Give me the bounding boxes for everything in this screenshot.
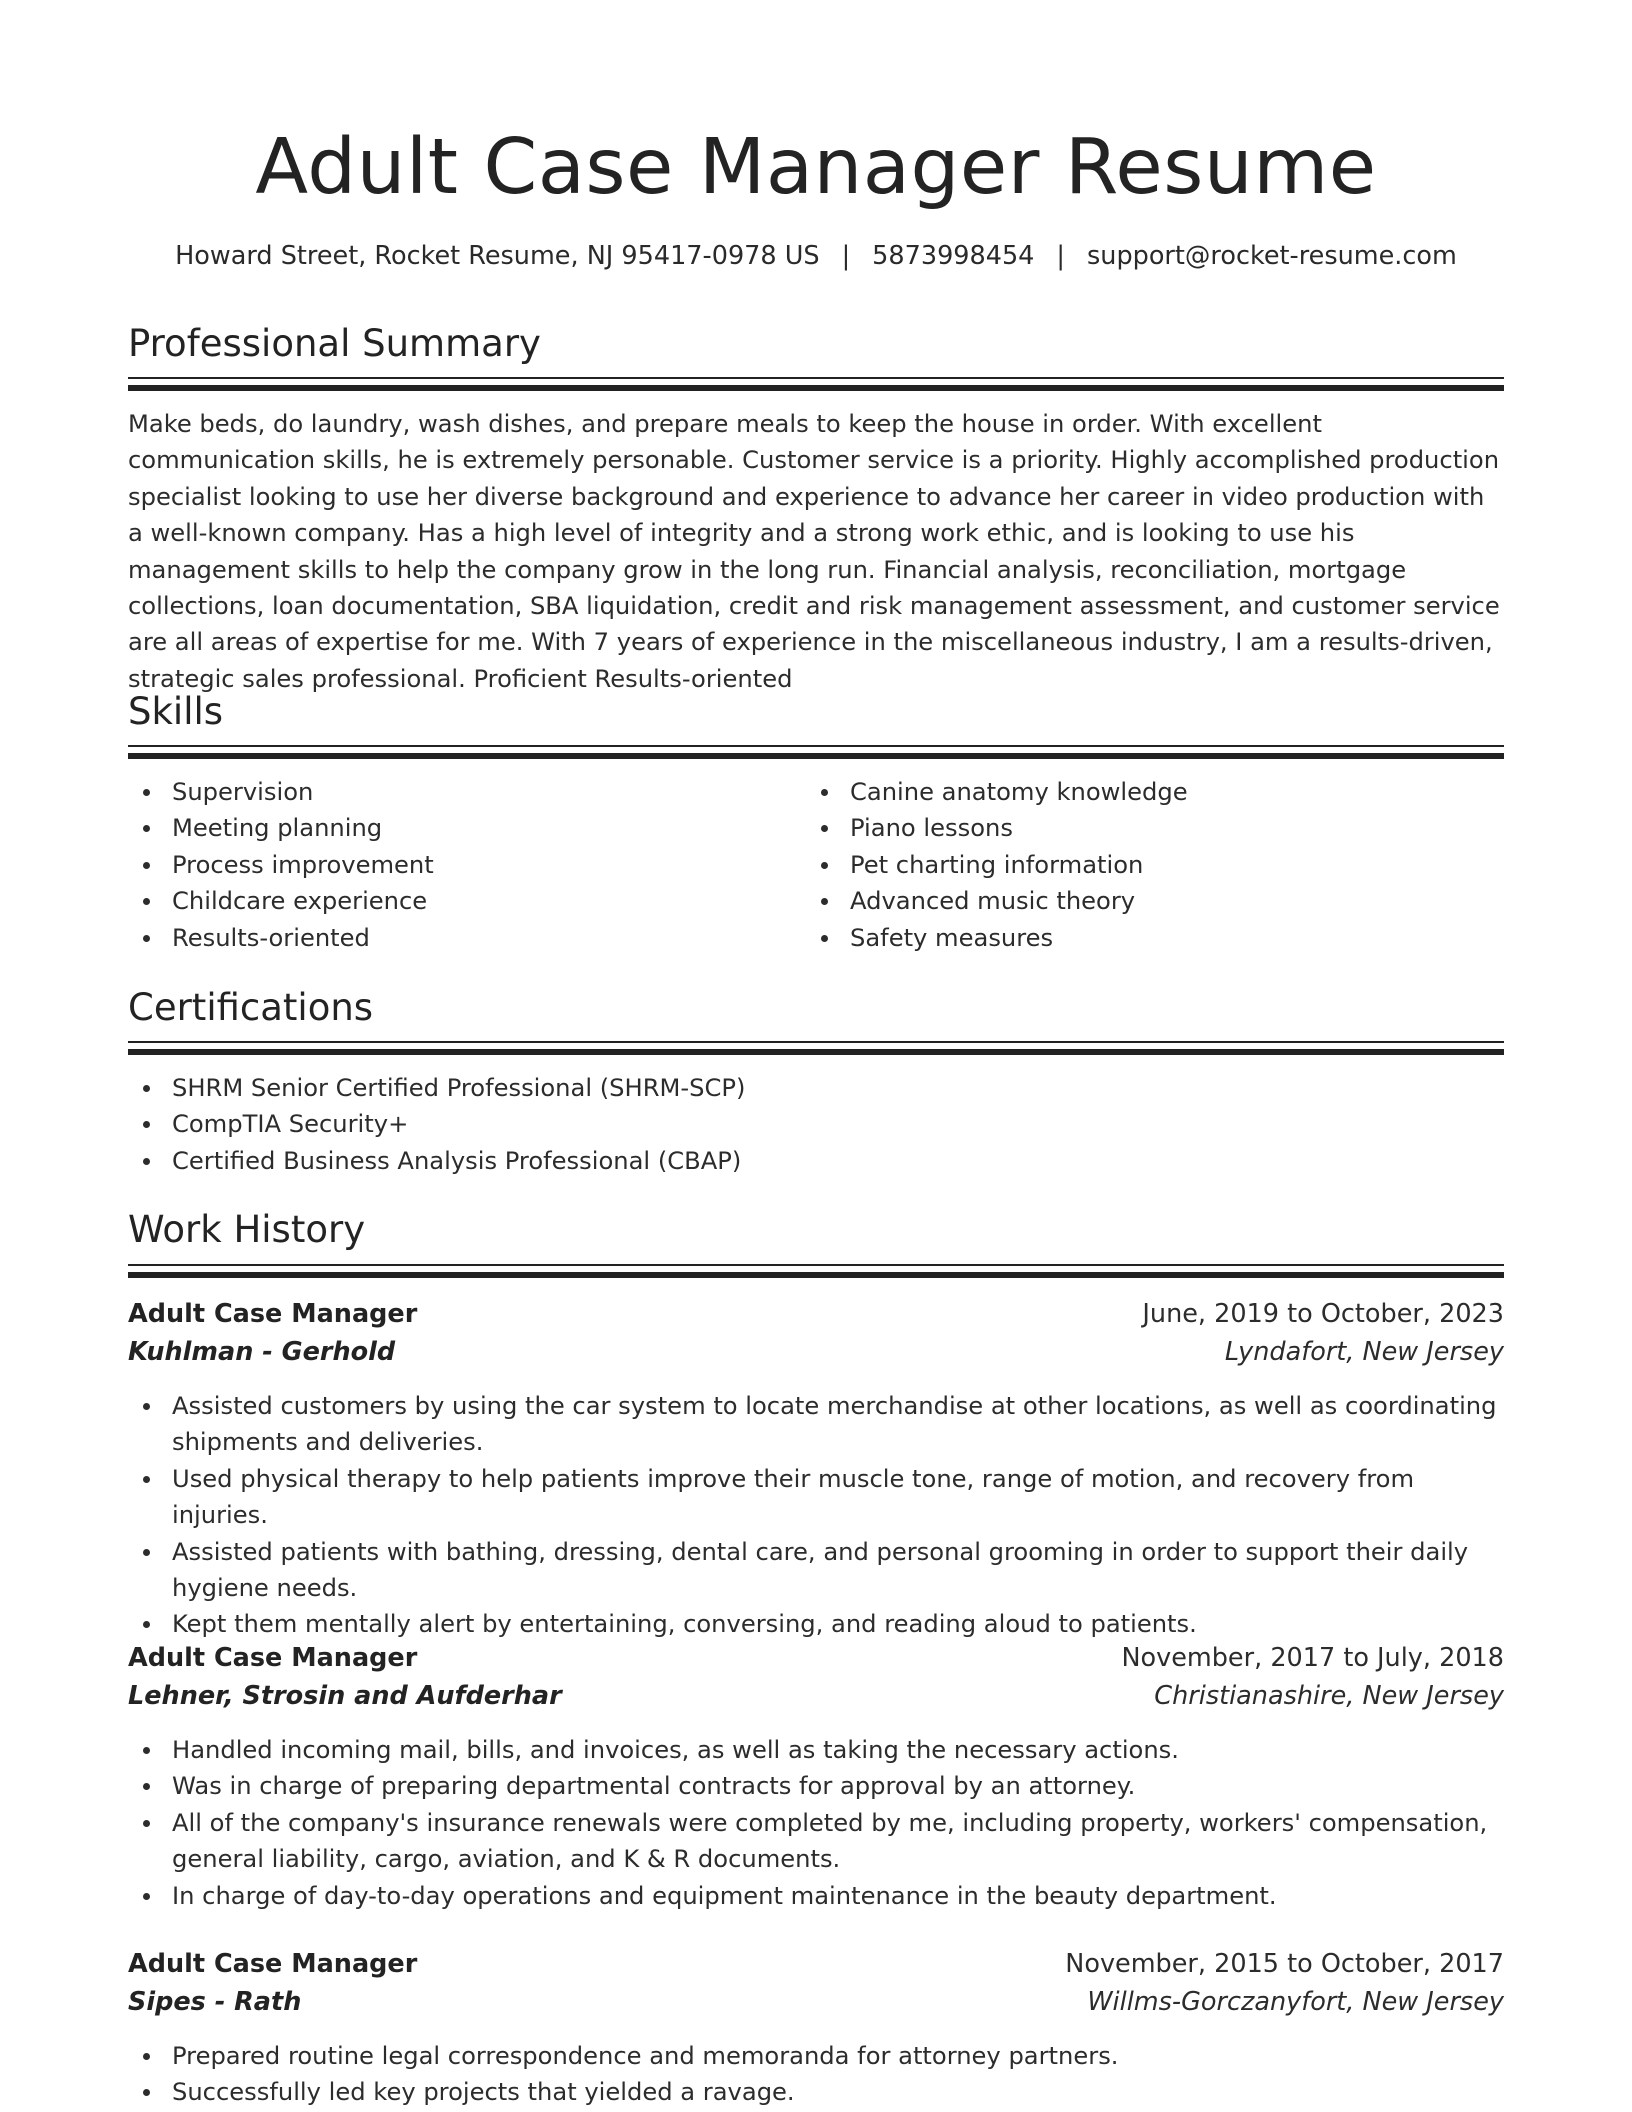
certifications-list xyxy=(128,1070,1504,1179)
job-bullet: Prepared routine legal correspondence and memoranda for attorney partners. xyxy=(172,2038,1504,2074)
contact-separator: | xyxy=(1056,241,1066,271)
job-bullet: Assisted customers by using the car system to locate merchandise at other locations, as well as coordinating shipments and deliveries. xyxy=(172,1388,1504,1461)
skill-item: Canine anatomy knowledge xyxy=(850,774,1500,810)
job-location: Christianashire, New Jersey xyxy=(1154,1681,1504,1711)
summary-text: Make beds, do laundry, wash dishes, and prepare meals to keep the house in order. With excellent communication skills, he is extremely personable. Customer service is a priority. Highly accomplished production specialist looking to use her diverse background and experience to advance her career in video production with a well-known company. Has a high level of integrity and a strong work ethic, and is looking to use his management skills to help the company grow in the long run. Financial analysis, reconciliation, mortgage collections, loan documentation, SBA liquidation, credit and risk management assessment, and customer service are all areas of expertise for me. With 7 years of experience in the miscellaneous industry, I am a results-driven, strategic sales professional. Proficient Results-oriented xyxy=(128,410,1500,693)
skill-item: Process improvement xyxy=(172,847,812,883)
certification-item: Certified Business Analysis Professional (CBAP) xyxy=(172,1143,1504,1179)
job-company: Sipes - Rath xyxy=(128,1987,302,2017)
skill-item: Piano lessons xyxy=(850,810,1500,846)
job-bullet: Assisted patients with bathing, dressing, dental care, and personal grooming in order to support their daily hygiene needs. xyxy=(172,1534,1504,1607)
job-title: Adult Case Manager xyxy=(128,1299,418,1329)
contact-separator: | xyxy=(841,241,851,271)
job-subheader xyxy=(128,1333,1504,1371)
job-title: Adult Case Manager xyxy=(128,1643,418,1673)
job-bullet: Handled incoming mail, bills, and invoices, as well as taking the necessary actions. xyxy=(172,1732,1504,1768)
resume-title: Adult Case Manager Resume xyxy=(255,123,1377,212)
job-location: Lyndafort, New Jersey xyxy=(1224,1337,1504,1367)
job-company: Kuhlman - Gerhold xyxy=(128,1337,396,1367)
skills-list-left xyxy=(128,774,812,956)
contact-phone: 5873998454 xyxy=(872,241,1035,271)
skill-item: Supervision xyxy=(172,774,812,810)
job-bullet: Used physical therapy to help patients improve their muscle tone, range of motion, and recovery from injuries. xyxy=(172,1461,1504,1534)
job-company: Lehner, Strosin and Aufderhar xyxy=(128,1681,562,1711)
job-subheader xyxy=(128,1677,1504,1715)
job-bullets xyxy=(128,1732,1504,1914)
contact-email: support@rocket-resume.com xyxy=(1087,241,1457,271)
work-history-heading: Work History xyxy=(128,1208,366,1251)
skill-item: Results-oriented xyxy=(172,920,812,956)
job-bullets xyxy=(128,1388,1504,1643)
skills-divider xyxy=(128,745,1504,759)
job-location: Willms-Gorczanyfort, New Jersey xyxy=(1087,1987,1504,2017)
skill-item: Childcare experience xyxy=(172,883,812,919)
job-dates: November, 2015 to October, 2017 xyxy=(1065,1949,1504,1979)
summary-heading: Professional Summary xyxy=(128,322,541,365)
certifications-heading: Certifications xyxy=(128,986,374,1029)
job-bullet: Kept them mentally alert by entertaining, conversing, and reading aloud to patients. xyxy=(172,1606,1504,1642)
job-header xyxy=(128,1639,1504,1677)
job-header xyxy=(128,1295,1504,1333)
skill-item: Advanced music theory xyxy=(850,883,1500,919)
job-bullet: In charge of day-to-day operations and equipment maintenance in the beauty department. xyxy=(172,1878,1504,1914)
job-bullets xyxy=(128,2038,1504,2111)
certification-item: SHRM Senior Certified Professional (SHRM-SCP) xyxy=(172,1070,1504,1106)
job-title: Adult Case Manager xyxy=(128,1949,418,1979)
skills-list-right xyxy=(806,774,1500,956)
skills-heading: Skills xyxy=(128,690,224,733)
work-history-divider xyxy=(128,1264,1504,1278)
contact-address: Howard Street, Rocket Resume, NJ 95417-0978 US xyxy=(175,241,820,271)
certifications-divider xyxy=(128,1041,1504,1055)
certification-item: CompTIA Security+ xyxy=(172,1106,1504,1142)
job-bullet: All of the company's insurance renewals were completed by me, including property, workers' compensation, general liability, cargo, aviation, and K & R documents. xyxy=(172,1805,1504,1878)
skill-item: Meeting planning xyxy=(172,810,812,846)
job-dates: June, 2019 to October, 2023 xyxy=(1142,1299,1504,1329)
skill-item: Safety measures xyxy=(850,920,1500,956)
summary-divider xyxy=(128,377,1504,391)
contact-line xyxy=(128,236,1504,276)
job-bullet: Successfully led key projects that yielded a ravage. xyxy=(172,2074,1504,2110)
job-dates: November, 2017 to July, 2018 xyxy=(1121,1643,1504,1673)
job-subheader xyxy=(128,1983,1504,2021)
job-header xyxy=(128,1945,1504,1983)
job-bullet: Was in charge of preparing departmental contracts for approval by an attorney. xyxy=(172,1768,1504,1804)
skill-item: Pet charting information xyxy=(850,847,1500,883)
